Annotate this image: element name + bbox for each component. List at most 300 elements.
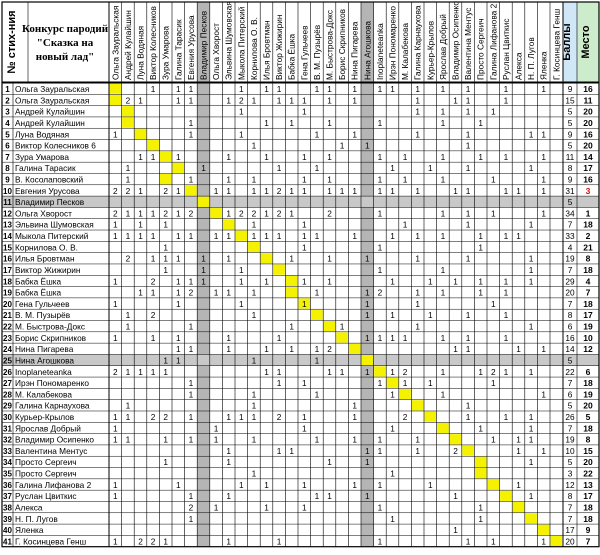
vote-cell: 1 bbox=[276, 366, 282, 377]
vote-cell: 1 bbox=[478, 242, 484, 253]
vote-cell: 1 bbox=[390, 423, 395, 434]
vote-cell: 1 bbox=[440, 264, 446, 275]
vote-cell: 1 bbox=[528, 264, 534, 275]
vote-cell: 1 bbox=[390, 185, 395, 196]
vote-cell: 1 bbox=[490, 434, 496, 445]
row-number: 24 bbox=[3, 345, 12, 355]
vote-cell: 1 bbox=[226, 95, 232, 106]
vote-cell: 1 bbox=[339, 185, 345, 196]
vote-cell: 1 bbox=[276, 332, 282, 343]
vote-cell: 1 bbox=[289, 95, 295, 106]
author-name: Г. Косинцева Генш bbox=[15, 536, 87, 547]
column-header-label: Корнилова О. В. bbox=[248, 17, 259, 80]
column-header-label: Нина Агошкова bbox=[362, 20, 373, 80]
vote-cell: 1 bbox=[314, 355, 320, 366]
row-number: 37 bbox=[3, 492, 12, 502]
column-header-label: Алекса bbox=[513, 52, 524, 80]
vote-cell: 1 bbox=[352, 129, 358, 140]
column-header-label: Галина Тарасик bbox=[173, 19, 184, 80]
vote-cell: 1 bbox=[238, 298, 244, 309]
column-header-label: Эльвина Шумовская bbox=[223, 1, 234, 80]
row-number: 3 bbox=[5, 107, 10, 117]
vote-cell: 1 bbox=[289, 208, 295, 219]
vote-cell: 1 bbox=[440, 151, 446, 162]
vote-cell: 1 bbox=[402, 378, 408, 389]
column-header-label: Владимир Песков bbox=[198, 10, 209, 80]
column-header-label: Галина Карнаухова bbox=[412, 5, 423, 80]
author-name: Виктор Жижирин bbox=[15, 264, 81, 275]
place-value: 18 bbox=[583, 423, 593, 434]
place-value: 20 bbox=[583, 106, 593, 117]
vote-cell: 1 bbox=[377, 174, 383, 185]
place-value: 19 bbox=[583, 389, 593, 400]
vote-cell: 1 bbox=[528, 253, 534, 264]
vote-cell: 1 bbox=[478, 502, 484, 513]
place-value: 10 bbox=[583, 332, 593, 343]
column-header-label: Андрей Кулайшин bbox=[122, 10, 133, 80]
row-number: 19 bbox=[3, 288, 12, 298]
score-value: 19 bbox=[565, 253, 575, 264]
vote-cell: 1 bbox=[289, 253, 295, 264]
own-entry-cell bbox=[248, 242, 260, 252]
vote-cell: 1 bbox=[465, 106, 471, 117]
vote-cell: 1 bbox=[516, 231, 521, 242]
vote-cell: 1 bbox=[453, 185, 458, 196]
column-header-label: Зура Умарова bbox=[160, 26, 171, 80]
vote-cell: 1 bbox=[390, 84, 395, 95]
vote-cell: 1 bbox=[377, 536, 383, 547]
row-number: 32 bbox=[3, 435, 12, 445]
own-entry-cell bbox=[374, 366, 386, 376]
row-number: 33 bbox=[3, 446, 12, 456]
vote-cell: 1 bbox=[289, 185, 295, 196]
vote-cell: 1 bbox=[478, 151, 484, 162]
own-entry-cell bbox=[286, 287, 298, 297]
place-value: 18 bbox=[583, 219, 593, 230]
own-entry-cell bbox=[223, 219, 235, 229]
vote-cell: 2 bbox=[150, 276, 156, 287]
vote-cell: 1 bbox=[276, 445, 282, 456]
author-name: Руслан Цвиткис bbox=[15, 491, 77, 502]
vote-cell: 2 bbox=[125, 95, 131, 106]
author-name: Валентина Ментус bbox=[15, 445, 88, 456]
vote-cell: 1 bbox=[503, 412, 509, 422]
vote-cell: 1 bbox=[415, 185, 421, 196]
table-row bbox=[3, 186, 591, 196]
vote-cell: 1 bbox=[528, 434, 534, 445]
score-value: 5 bbox=[567, 117, 573, 128]
vote-cell: 1 bbox=[276, 536, 282, 547]
contest-title-line-2: "Сказка на bbox=[36, 37, 94, 49]
author-name: Нина Агошкова bbox=[15, 355, 75, 366]
vote-cell: 1 bbox=[226, 332, 232, 343]
vote-cell: 1 bbox=[251, 219, 257, 230]
own-entry-cell bbox=[160, 174, 172, 184]
vote-cell: 1 bbox=[427, 378, 433, 389]
column-header-label: Евгения Урусова bbox=[185, 15, 196, 80]
vote-cell: 2 bbox=[163, 412, 169, 422]
vote-cell: 1 bbox=[188, 344, 194, 355]
place-value: 1 bbox=[585, 208, 591, 219]
vote-cell: 1 bbox=[465, 253, 471, 264]
vote-cell: 1 bbox=[528, 163, 534, 174]
vote-cell: 1 bbox=[175, 276, 181, 287]
vote-cell: 1 bbox=[453, 525, 458, 536]
own-entry-cell bbox=[362, 355, 374, 365]
vote-cell: 1 bbox=[528, 423, 534, 434]
vote-cell: 1 bbox=[541, 185, 547, 196]
row-number: 34 bbox=[3, 458, 12, 468]
vote-cell: 1 bbox=[188, 321, 194, 332]
vote-cell: 1 bbox=[112, 231, 118, 242]
vote-cell: 1 bbox=[465, 208, 471, 219]
vote-cell: 1 bbox=[528, 219, 534, 230]
vote-cell: 1 bbox=[453, 344, 458, 355]
vote-cell: 1 bbox=[226, 445, 232, 456]
row-number: 35 bbox=[3, 469, 12, 479]
table-row bbox=[5, 174, 593, 184]
row-number: 15 bbox=[3, 243, 12, 253]
author-name: М. Калабекова bbox=[15, 389, 72, 400]
score-value: 5 bbox=[567, 355, 573, 366]
column-header-label: Галина Лифанова 2 bbox=[488, 3, 499, 80]
vote-cell: 1 bbox=[415, 445, 421, 456]
table-row bbox=[3, 536, 591, 546]
vote-cell: 2 bbox=[402, 366, 408, 377]
vote-cell: 1 bbox=[112, 434, 118, 445]
table-row bbox=[3, 208, 591, 218]
vote-cell: 1 bbox=[503, 231, 509, 242]
vote-cell: 1 bbox=[251, 389, 257, 400]
column-header-label: Inoplaneteanka bbox=[374, 23, 385, 80]
author-name: М. Быстрова-Докс bbox=[15, 321, 85, 332]
score-value: 5 bbox=[567, 197, 573, 208]
vote-cell: 1 bbox=[415, 253, 421, 264]
vote-cell: 1 bbox=[175, 298, 181, 309]
place-value: 22 bbox=[583, 468, 593, 479]
place-value: 20 bbox=[583, 457, 593, 468]
vote-cell: 1 bbox=[301, 242, 307, 253]
vote-cell: 1 bbox=[301, 298, 307, 309]
table-row bbox=[3, 367, 591, 377]
vote-cell: 1 bbox=[541, 389, 547, 400]
vote-cell: 1 bbox=[301, 378, 307, 389]
vote-cell: 1 bbox=[440, 84, 446, 95]
vote-cell: 1 bbox=[112, 129, 118, 140]
vote-cell: 1 bbox=[163, 219, 169, 230]
own-entry-cell bbox=[336, 332, 348, 342]
vote-cell: 1 bbox=[440, 208, 446, 219]
vote-cell: 1 bbox=[364, 140, 370, 151]
vote-cell: 2 bbox=[327, 344, 332, 355]
author-name: Эльвина Шумовская bbox=[15, 219, 94, 230]
vote-cell: 1 bbox=[150, 332, 156, 343]
vote-cell: 1 bbox=[175, 185, 181, 196]
vote-cell: 1 bbox=[377, 151, 383, 162]
vote-cell: 1 bbox=[516, 185, 521, 196]
author-name: Бабка Ёшка bbox=[15, 287, 62, 298]
vote-cell: 1 bbox=[175, 287, 181, 298]
vote-cell: 2 bbox=[327, 208, 332, 219]
row-number: 21 bbox=[3, 311, 12, 321]
vote-cell: 1 bbox=[364, 298, 370, 309]
vote-cell: 1 bbox=[352, 400, 358, 411]
score-value: 10 bbox=[565, 445, 575, 456]
vote-cell: 1 bbox=[276, 163, 282, 174]
vote-cell: 1 bbox=[289, 117, 295, 128]
author-name: Н. П. Лугов bbox=[15, 513, 58, 524]
vote-cell: 1 bbox=[339, 366, 345, 377]
vote-cell: 2 bbox=[138, 536, 143, 547]
row-number: 31 bbox=[3, 424, 12, 434]
row-number: 39 bbox=[3, 514, 12, 524]
place-value: 13 bbox=[583, 479, 593, 490]
vote-cell: 1 bbox=[339, 140, 345, 151]
row-number: 29 bbox=[3, 401, 12, 411]
author-name: Курьер-Крылов bbox=[15, 412, 75, 422]
score-value: 5 bbox=[567, 140, 573, 151]
cell-fills bbox=[2, 2, 599, 547]
vote-cell: 1 bbox=[150, 253, 156, 264]
place-value: 6 bbox=[585, 366, 591, 377]
place-value: 2 bbox=[585, 231, 591, 242]
own-entry-cell bbox=[198, 197, 210, 207]
vote-cell: 1 bbox=[188, 84, 194, 95]
vote-cell: 1 bbox=[264, 276, 269, 287]
place-value: 20 bbox=[583, 400, 593, 411]
vote-cell: 2 bbox=[276, 208, 282, 219]
vote-cell: 1 bbox=[541, 536, 547, 547]
own-entry-cell bbox=[475, 457, 487, 467]
vote-cell: 1 bbox=[125, 434, 131, 445]
vote-cell: 2 bbox=[112, 366, 118, 377]
vote-cell: 2 bbox=[251, 208, 257, 219]
vote-cell: 1 bbox=[112, 536, 118, 547]
vote-cell: 1 bbox=[188, 491, 194, 502]
vote-cell: 1 bbox=[352, 434, 358, 445]
vote-cell: 1 bbox=[402, 174, 408, 185]
vote-cell: 1 bbox=[213, 434, 219, 445]
vote-cell: 1 bbox=[440, 106, 446, 117]
score-value: 22 bbox=[565, 366, 575, 377]
row-number: 30 bbox=[3, 413, 12, 422]
vote-cell: 1 bbox=[465, 332, 471, 343]
vote-cell: 1 bbox=[453, 95, 458, 106]
vote-cell: 1 bbox=[327, 174, 332, 185]
vote-cell: 1 bbox=[490, 208, 496, 219]
vote-cell: 1 bbox=[112, 276, 118, 287]
vote-cell: 1 bbox=[327, 95, 332, 106]
vote-cell: 1 bbox=[478, 231, 484, 242]
own-entry-cell bbox=[110, 95, 122, 105]
author-name: Луна Водяная bbox=[15, 129, 70, 140]
own-entry-cell bbox=[425, 411, 437, 421]
author-name: Корнилова О. В. bbox=[15, 242, 78, 253]
vote-cell: 1 bbox=[465, 344, 471, 355]
author-name: Галина Тарасик bbox=[15, 163, 76, 174]
score-value: 7 bbox=[567, 219, 573, 230]
vote-cell: 2 bbox=[238, 95, 244, 106]
vote-cell: 1 bbox=[440, 231, 446, 242]
row-number: 22 bbox=[3, 322, 12, 332]
vote-cell: 1 bbox=[377, 479, 383, 490]
vote-cell: 1 bbox=[112, 423, 118, 434]
table-border bbox=[2, 2, 599, 547]
own-entry-cell bbox=[122, 106, 134, 116]
author-name: Галина Лифанова 2 bbox=[15, 479, 92, 490]
score-value: 12 bbox=[565, 479, 575, 490]
vote-cell: 1 bbox=[314, 231, 320, 242]
vote-cell: 1 bbox=[213, 185, 219, 196]
place-value: 20 bbox=[583, 117, 593, 128]
vote-cell: 1 bbox=[125, 163, 131, 174]
vote-cell: 1 bbox=[352, 84, 358, 95]
vote-cell: 2 bbox=[150, 536, 156, 547]
vote-cell: 1 bbox=[301, 276, 307, 287]
vote-cell: 2 bbox=[163, 185, 169, 196]
score-value: 6 bbox=[567, 321, 573, 332]
vote-cell: 1 bbox=[251, 140, 257, 151]
table-row bbox=[3, 231, 591, 241]
vote-cell: 1 bbox=[327, 276, 332, 287]
column-header-label: Н. П. Лугов bbox=[526, 37, 537, 80]
vote-cell: 1 bbox=[301, 185, 307, 196]
vote-cell: 1 bbox=[541, 84, 547, 95]
score-value: 3 bbox=[567, 468, 573, 479]
author-name: Ирэн Пономаренко bbox=[15, 378, 89, 389]
vote-cell: 1 bbox=[415, 321, 421, 332]
vote-cell: 1 bbox=[138, 366, 143, 377]
score-value: 5 bbox=[567, 106, 573, 117]
vote-cell: 1 bbox=[251, 434, 257, 445]
place-value: 12 bbox=[583, 344, 593, 355]
vote-cell: 1 bbox=[377, 242, 383, 253]
vote-cell: 1 bbox=[264, 208, 269, 219]
vote-cell: 1 bbox=[112, 491, 118, 502]
place-value: 8 bbox=[585, 434, 591, 445]
vote-cell: 1 bbox=[188, 389, 194, 400]
author-name: Inoplaneteanka bbox=[15, 366, 72, 377]
vote-cell: 1 bbox=[364, 332, 370, 343]
vote-cell: 1 bbox=[415, 129, 421, 140]
vote-cell: 2 bbox=[490, 366, 496, 377]
vote-cell: 1 bbox=[301, 151, 307, 162]
vote-cell: 1 bbox=[251, 185, 257, 196]
vote-cell: 1 bbox=[138, 95, 143, 106]
vote-cell: 1 bbox=[226, 287, 232, 298]
place-value: 4 bbox=[585, 276, 591, 287]
place-value: 18 bbox=[583, 298, 593, 309]
author-name: Яленка bbox=[15, 525, 44, 536]
row-number: 9 bbox=[5, 175, 10, 185]
row-number: 20 bbox=[3, 299, 12, 309]
vote-cell: 1 bbox=[327, 457, 332, 468]
vote-cell: 1 bbox=[188, 276, 194, 287]
vote-cell: 1 bbox=[402, 332, 408, 343]
vote-cell: 1 bbox=[226, 253, 232, 264]
vote-cell: 1 bbox=[327, 366, 332, 377]
score-value: 14 bbox=[565, 344, 575, 355]
row-number: 28 bbox=[3, 390, 12, 400]
vote-cell: 1 bbox=[465, 310, 471, 321]
vote-cell: 1 bbox=[377, 185, 383, 196]
author-name: Андрей Кулайшин bbox=[15, 117, 85, 128]
own-entry-cell bbox=[513, 502, 525, 512]
score-value: 34 bbox=[565, 208, 575, 219]
score-value: 33 bbox=[565, 231, 575, 242]
vote-cell: 1 bbox=[251, 231, 257, 242]
own-entry-cell bbox=[122, 117, 134, 127]
place-value: 17 bbox=[583, 163, 593, 174]
score-value: 19 bbox=[565, 434, 575, 445]
place-value: 17 bbox=[583, 491, 593, 502]
vote-cell: 1 bbox=[251, 95, 257, 106]
vote-cell: 1 bbox=[175, 355, 181, 366]
column-header-label: Виктор Колесников bbox=[148, 6, 159, 80]
vote-cell: 1 bbox=[188, 174, 194, 185]
vote-cell: 1 bbox=[150, 151, 156, 162]
table-row bbox=[3, 435, 591, 445]
vote-cell: 1 bbox=[238, 129, 244, 140]
vote-cell: 1 bbox=[490, 378, 496, 389]
vote-cell: 1 bbox=[528, 321, 534, 332]
own-entry-cell bbox=[185, 185, 197, 195]
vote-cell: 1 bbox=[541, 174, 547, 185]
score-value: 7 bbox=[567, 502, 573, 513]
author-name: Илья Бровтман bbox=[15, 253, 75, 264]
vote-cell: 1 bbox=[415, 231, 421, 242]
row-number: 7 bbox=[5, 152, 10, 162]
place-value: 8 bbox=[585, 253, 591, 264]
vote-cell: 2 bbox=[112, 185, 118, 196]
score-value: 7 bbox=[567, 264, 573, 275]
vote-cell: 1 bbox=[238, 479, 244, 490]
vote-cell: 1 bbox=[352, 185, 358, 196]
vote-cell: 1 bbox=[163, 434, 169, 445]
vote-cell: 1 bbox=[138, 287, 143, 298]
place-value: 21 bbox=[583, 242, 593, 253]
vote-cell: 1 bbox=[528, 491, 534, 502]
vote-cell: 1 bbox=[226, 208, 232, 219]
score-value: 9 bbox=[567, 174, 573, 185]
own-entry-cell bbox=[462, 445, 474, 455]
author-name: Ярослав Добрый bbox=[15, 423, 81, 434]
column-header-label: Виктор Жижирин bbox=[274, 14, 285, 80]
vote-cell: 1 bbox=[175, 253, 181, 264]
vote-cell: 1 bbox=[516, 479, 521, 490]
vote-cell: 1 bbox=[163, 457, 169, 468]
vote-cell: 1 bbox=[415, 95, 421, 106]
vote-cell: 1 bbox=[364, 457, 370, 468]
vote-cell: 1 bbox=[301, 479, 307, 490]
vote-cell: 1 bbox=[188, 412, 194, 422]
vote-cell: 1 bbox=[516, 344, 521, 355]
score-value: 29 bbox=[565, 276, 575, 287]
vote-cell: 1 bbox=[163, 264, 169, 275]
row-number: 23 bbox=[3, 333, 12, 343]
vote-cell: 1 bbox=[314, 344, 320, 355]
vote-cell: 1 bbox=[339, 321, 345, 332]
vote-cell: 1 bbox=[503, 310, 509, 321]
vote-cell: 2 bbox=[188, 208, 194, 219]
vote-cell: 1 bbox=[516, 445, 521, 456]
vote-cell: 1 bbox=[478, 287, 484, 298]
vote-cell: 1 bbox=[377, 502, 383, 513]
row-number: 10 bbox=[3, 186, 12, 196]
score-value: 8 bbox=[567, 163, 573, 174]
author-name: Зура Умарова bbox=[15, 151, 69, 162]
vote-cell: 1 bbox=[465, 140, 471, 151]
